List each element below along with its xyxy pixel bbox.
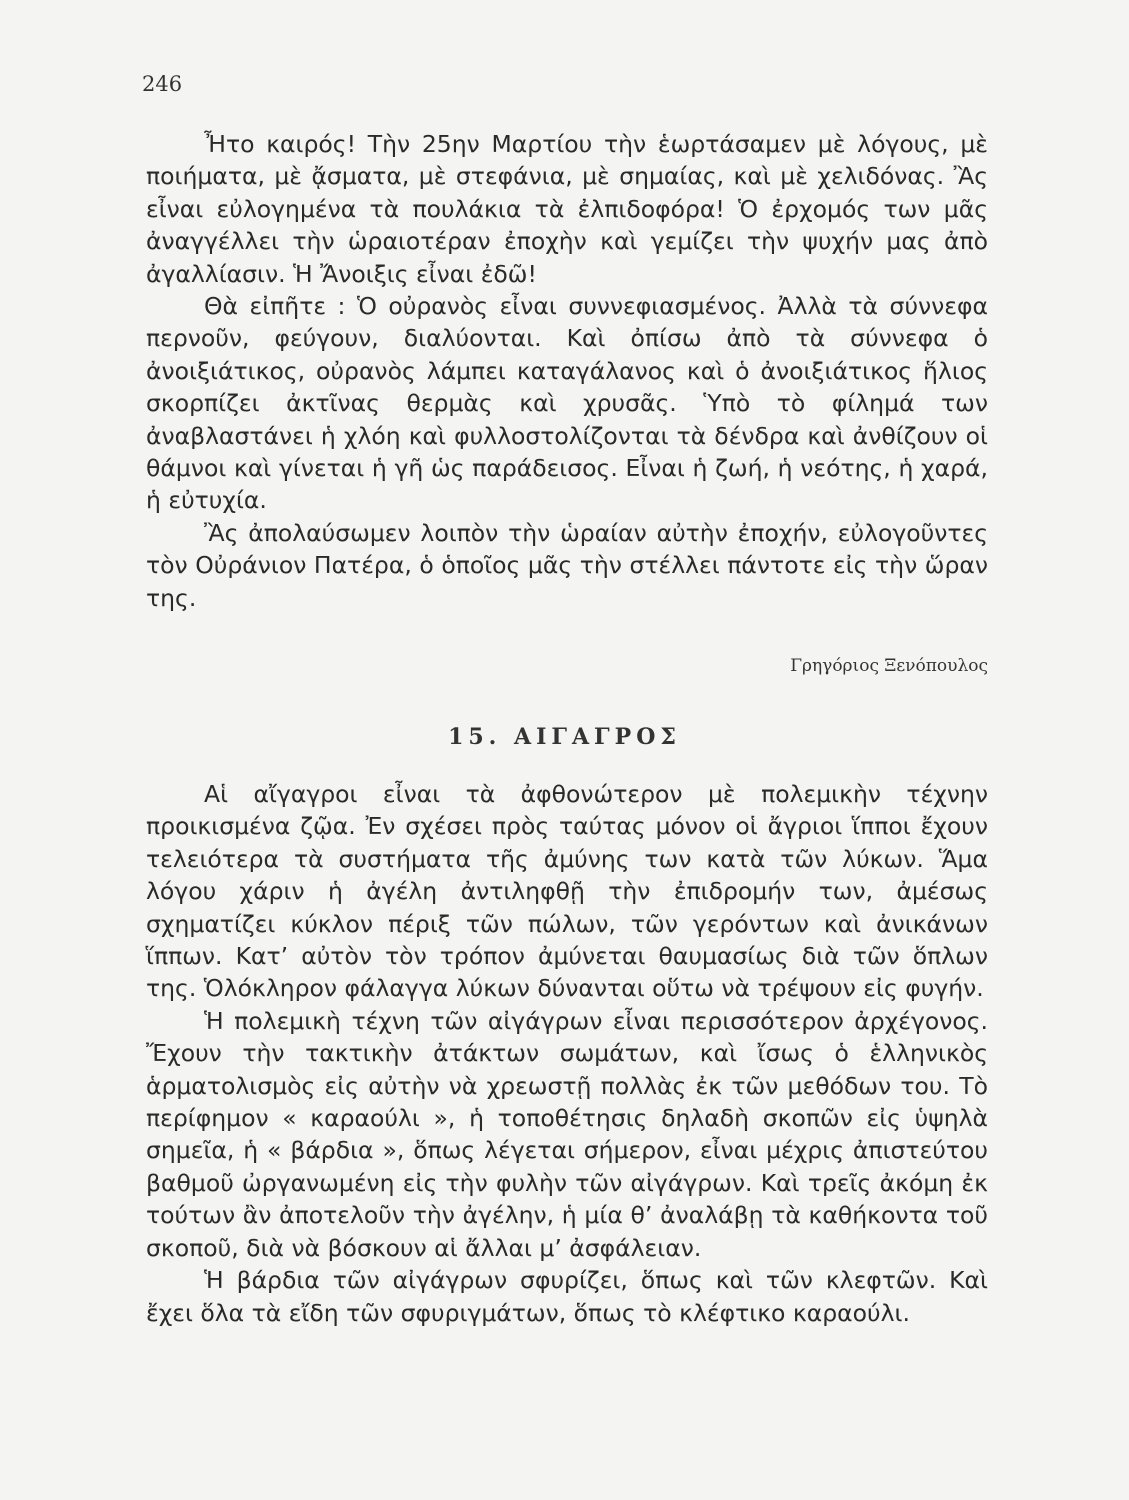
story-text-aigagros bbox=[146, 778, 988, 1329]
paragraph: Ἦτο καιρός! Τὴν 25ην Μαρτίου τὴν ἑωρτάσαμεν μὲ λόγους, μὲ ποιήματα, μὲ ᾄσματα, μὲ στεφάνια, μὲ σημαίας, καὶ μὲ χελιδόνας. Ἂς εἶναι εὐλογημένα τὰ πουλάκια τὰ ἐλπιδοφόρα! Ὁ ἐρχομός των μᾶς ἀναγγέλλει τὴν ὡραιοτέραν ἐποχὴν καὶ γεμίζει τὴν ψυχήν μας ἀπὸ ἀγαλλίασιν. Ἡ Ἄνοιξις εἶναι ἐδῶ! bbox=[146, 130, 988, 288]
paragraph: Θὰ εἰπῆτε : Ὁ οὐρανὸς εἶναι συννεφιασμένος. Ἀλλὰ τὰ σύννεφα περνοῦν, φεύγουν, διαλύονται. Καὶ ὀπίσω ἀπὸ τὰ σύννεφα ὁ ἀνοιξιάτικος, οὐρανὸς λάμπει καταγάλανος καὶ ὁ ἀνοιξιάτικος ἥλιος σκορπίζει ἀκτῖνας θερμὰς καὶ χρυσᾶς. Ὑπὸ τὸ φίλημά των ἀναβλαστάνει ἡ χλόη καὶ φυλλοστολίζονται τὰ δένδρα καὶ ἀνθίζουν οἱ θάμνοι καὶ γίνεται ἡ γῆ ὡς παράδεισος. Εἶναι ἡ ζωή, ἡ νεότης, ἡ χαρά, ἡ εὐτυχία. bbox=[146, 292, 988, 515]
paragraph: Ἂς ἀπολαύσωμεν λοιπὸν τὴν ὡραίαν αὐτὴν ἐποχήν, εὐλογοῦντες τὸν Οὐράνιον Πατέρα, ὁ ὁποῖος μᾶς τὴν στέλλει πάντοτε εἰς τὴν ὥραν της. bbox=[146, 518, 988, 612]
story-text-easter-spring bbox=[146, 128, 988, 614]
section-title: 15. ΑΙΓΑΓΡΟΣ bbox=[448, 724, 681, 750]
author-signature: Γρηγόριος Ξενόπουλος bbox=[790, 656, 988, 676]
page-number: 246 bbox=[142, 72, 183, 96]
paragraph: Αἱ αἴγαγροι εἶναι τὰ ἀφθονώτερον μὲ πολεμικὴν τέχνην προικισμένα ζῷα. Ἐν σχέσει πρὸς ταύτας μόνον οἱ ἄγριοι ἵπποι ἔχουν τελειότερα τὰ συστήματα τῆς ἀμύνης των κατὰ τῶν λύκων. Ἅμα λόγου χάριν ἡ ἀγέλη ἀντιληφθῇ τὴν ἐπιδρομήν των, ἀμέσως σχηματίζει κύκλον πέριξ τῶν πώλων, τῶν γερόντων καὶ ἀνικάνων ἵππων. Κατ’ αὐτὸν τὸν τρόπον ἀμύνεται θαυμασίως διὰ τῶν ὅπλων της. Ὁλόκληρον φάλαγγα λύκων δύνανται οὕτω νὰ τρέψουν εἰς φυγήν. bbox=[146, 780, 988, 1003]
paragraph: Ἡ πολεμικὴ τέχνη τῶν αἰγάγρων εἶναι περισσότερον ἀρχέγονος. Ἔχουν τὴν τακτικὴν ἀτάκτων σωμάτων, καὶ ἴσως ὁ ἑλληνικὸς ἁρματολισμὸς εἰς αὐτὴν νὰ χρεωστῇ πολλὰς ἐκ τῶν μεθόδων του. Τὸ περίφημον « καραούλι », ἡ τοποθέτησις δηλαδὴ σκοπῶν εἰς ὑψηλὰ σημεῖα, ἡ « βάρδια », ὅπως λέγεται σήμερον, εἶναι μέχρις ἀπιστεύτου βαθμοῦ ὠργανωμένη εἰς τὴν φυλὴν τῶν αἰγάγρων. Καὶ τρεῖς ἀκόμη ἐκ τούτων ἂν ἀποτελοῦν τὴν ἀγέλην, ἡ μία θ’ ἀναλάβῃ τὰ καθήκοντα τοῦ σκοποῦ, διὰ νὰ βόσκουν αἱ ἄλλαι μ’ ἀσφάλειαν. bbox=[146, 1006, 988, 1262]
paragraph: Ἡ βάρδια τῶν αἰγάγρων σφυρίζει, ὅπως καὶ τῶν κλεφτῶν. Καὶ ἔχει ὅλα τὰ εἴδη τῶν σφυριγμάτων, ὅπως τὸ κλέφτικο καραούλι. bbox=[146, 1266, 988, 1327]
